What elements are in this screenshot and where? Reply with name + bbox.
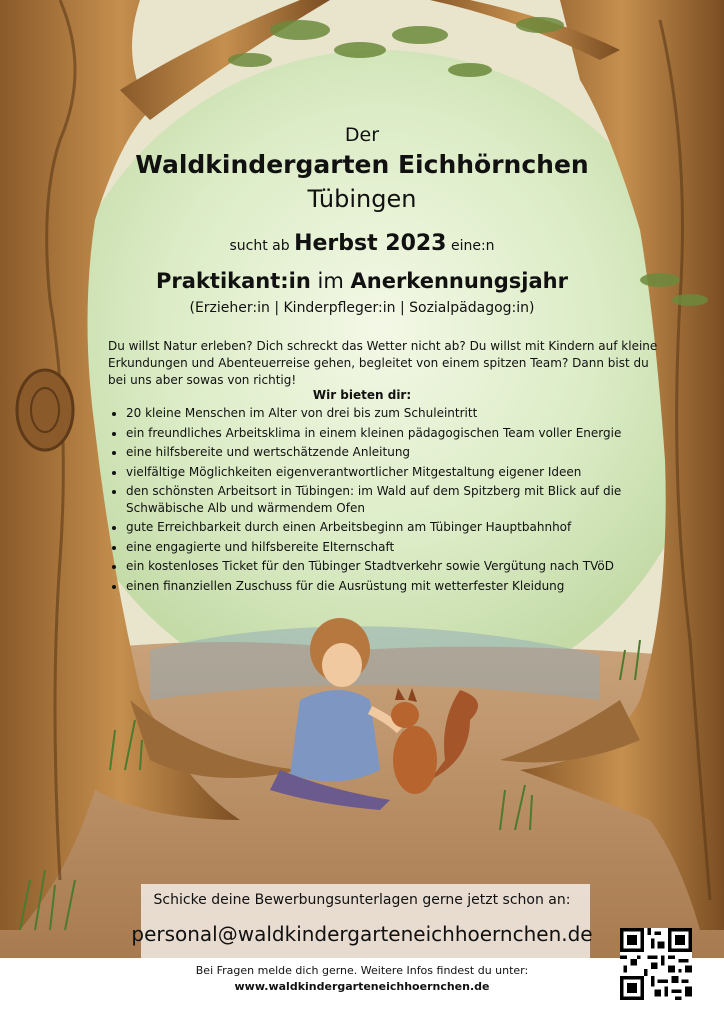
list-item: • ein kostenloses Ticket für den Tübinger Stadtverkehr sowie Vergütung nach TVöD <box>126 558 666 574</box>
list-item: • gute Erreichbarkeit durch einen Arbeitsbeginn am Tübinger Hauptbahnhof <box>126 519 666 535</box>
position-a: Praktikant:in <box>156 269 311 293</box>
list-item: • 20 kleine Menschen im Alter von drei bis zum Schuleintritt <box>126 405 666 421</box>
list-item: • einen finanziellen Zuschuss für die Ausrüstung mit wetterfester Kleidung <box>126 578 666 594</box>
seeks-season: Herbst 2023 <box>294 231 447 256</box>
position-b: Anerkennungsjahr <box>350 269 568 293</box>
seeks-post: eine:n <box>450 238 495 254</box>
city-name: Tübingen <box>307 185 417 213</box>
seeks-line <box>0 231 724 256</box>
role-list: (Erzieher:in | Kinderpfleger:in | Sozialpädagog:in) <box>189 300 535 316</box>
position-mid: im <box>317 269 344 293</box>
list-item: • den schönsten Arbeitsort in Tübingen: im Wald auf dem Spitzberg mit Blick auf die Schwäbische Alb und wärmendem Ofen <box>126 483 666 515</box>
list-item: • vielfältige Möglichkeiten eigenverantwortlicher Mitgestaltung eigener Ideen <box>126 464 666 480</box>
apply-email-link[interactable]: personal@waldkindergarteneichhoernchen.de <box>131 922 593 946</box>
footer-question: Bei Fragen melde dich gerne. Weitere Infos findest du unter: <box>195 964 529 977</box>
title-der: Der <box>344 124 380 146</box>
list-item: • eine hilfsbereite und wertschätzende Anleitung <box>126 444 666 460</box>
footer-url-link[interactable]: www.waldkindergarteneichhoernchen.de <box>234 980 490 993</box>
kindergarten-name: Waldkindergarten Eichhörnchen <box>135 150 589 179</box>
apply-text: Schicke deine Bewerbungsunterlagen gerne jetzt schon an: <box>153 892 571 908</box>
intro-paragraph: Du willst Natur erleben? Dich schreckt das Wetter nicht ab? Du willst mit Kindern auf kleine Erkundungen und Abenteuerreise gehen, begleitet von einem spitzen Team? Dann bist du bei uns aber sowas von richtig! <box>108 339 658 387</box>
tree-knot <box>17 370 73 450</box>
list-item: • eine engagierte und hilfsbereite Elternschaft <box>126 539 666 555</box>
list-item: • ein freundliches Arbeitsklima in einem kleinen pädagogischen Team voller Energie <box>126 425 666 441</box>
seeks-pre: sucht ab <box>229 238 290 254</box>
qr-code-icon[interactable] <box>620 928 692 1000</box>
offer-heading: Wir bieten dir: <box>312 388 412 402</box>
position-title <box>0 269 724 293</box>
offer-list <box>106 405 666 598</box>
